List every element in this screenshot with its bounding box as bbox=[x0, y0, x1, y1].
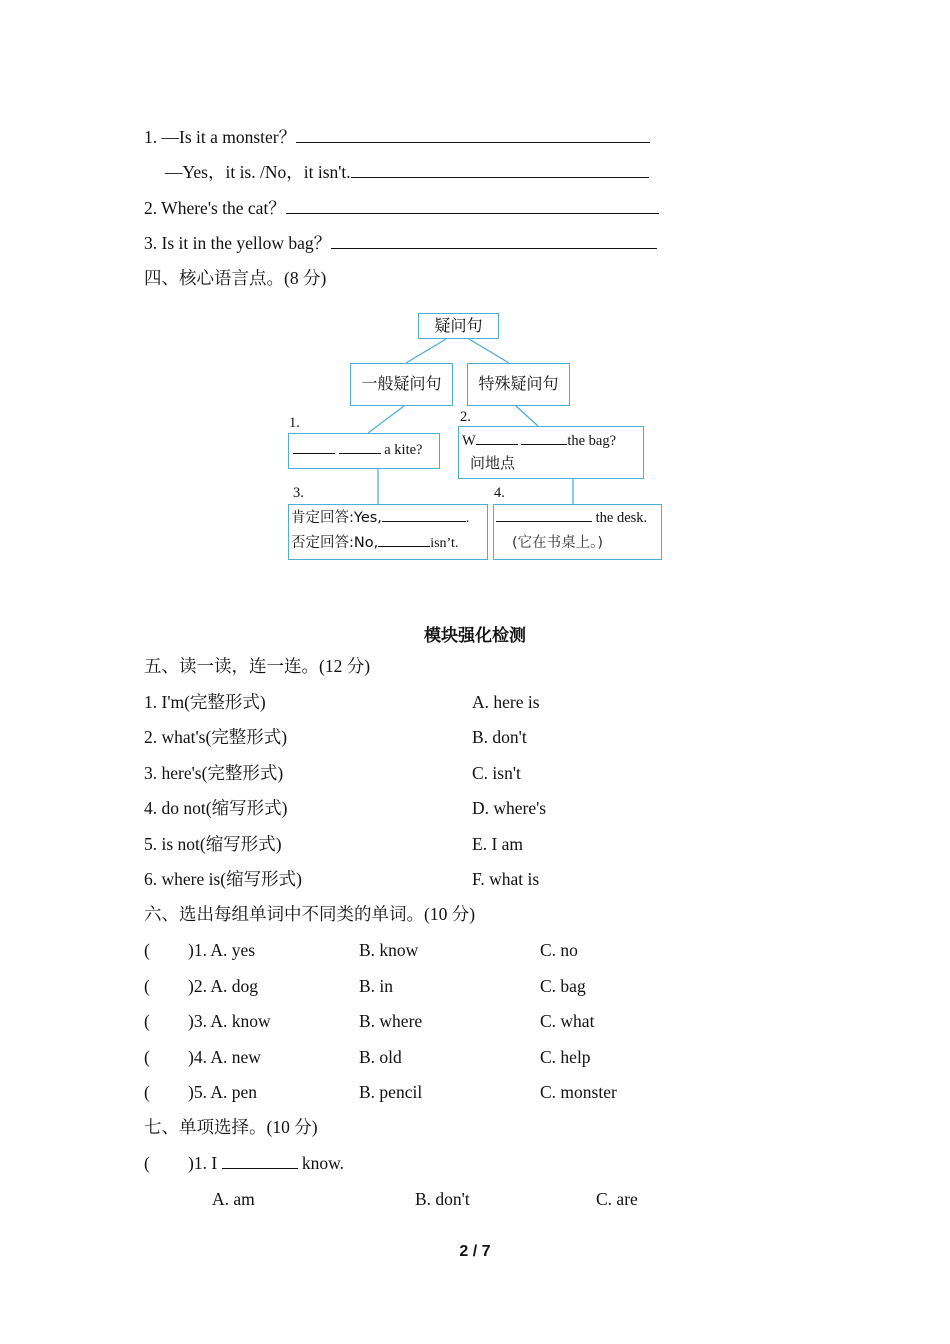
answer-blank[interactable] bbox=[296, 126, 650, 143]
root-box: 疑问句 bbox=[418, 313, 499, 339]
module-title: 模块强化检测 bbox=[424, 626, 526, 646]
special-question-box: 特殊疑问句 bbox=[467, 363, 570, 406]
section-7-heading: 七、单项选择。(10 分) bbox=[144, 1117, 318, 1137]
answer-blank[interactable] bbox=[222, 1152, 298, 1169]
question-diagram bbox=[286, 310, 666, 570]
page-number: 2 / 7 bbox=[459, 1243, 491, 1260]
match-right-b: B. don't bbox=[472, 727, 527, 747]
node-4-box: the desk. (它在书桌上。) bbox=[493, 504, 662, 560]
node-2-number: 2. bbox=[460, 409, 471, 425]
question-2: 2. Where's the cat？ bbox=[144, 196, 659, 220]
question-1: 1. —Is it a monster？ bbox=[144, 125, 650, 149]
match-left-2: 2. what's(完整形式) bbox=[144, 727, 288, 747]
answer-paren[interactable]: ( bbox=[144, 1047, 150, 1067]
node-1-number: 1. bbox=[289, 415, 300, 431]
answer-paren[interactable]: ( bbox=[144, 1011, 150, 1031]
match-right-a: A. here is bbox=[472, 692, 540, 712]
match-left-3: 3. here's(完整形式) bbox=[144, 763, 284, 783]
blank[interactable] bbox=[476, 432, 518, 445]
answer-paren[interactable]: ( bbox=[144, 1082, 150, 1102]
blank[interactable] bbox=[544, 509, 592, 522]
question-1-answer: —Yes，it is. /No，it isn't. bbox=[165, 160, 649, 184]
match-right-e: E. I am bbox=[472, 834, 524, 854]
answer-blank[interactable] bbox=[351, 161, 649, 178]
question-7-1: )1. I know. bbox=[188, 1153, 345, 1173]
option-a: A. am bbox=[212, 1189, 255, 1209]
answer-blank[interactable] bbox=[331, 232, 657, 249]
match-right-c: C. isn't bbox=[472, 763, 521, 783]
blank[interactable] bbox=[496, 509, 544, 522]
blank[interactable] bbox=[293, 441, 335, 454]
node-2-box: W the bag? 问地点 bbox=[458, 426, 644, 479]
match-left-1: 1. I'm(完整形式) bbox=[144, 692, 266, 712]
answer-paren[interactable]: ( bbox=[144, 940, 150, 960]
node-1-box: a kite? bbox=[288, 433, 440, 469]
blank[interactable] bbox=[521, 432, 567, 445]
blank[interactable] bbox=[422, 509, 466, 522]
general-question-box: 一般疑问句 bbox=[350, 363, 453, 406]
option-c: C. are bbox=[596, 1189, 638, 1209]
match-right-f: F. what is bbox=[472, 869, 540, 889]
node-4-number: 4. bbox=[494, 485, 505, 501]
answer-paren[interactable]: ( bbox=[144, 1153, 150, 1173]
blank[interactable] bbox=[339, 441, 381, 454]
answer-blank[interactable] bbox=[286, 197, 659, 214]
section-6-heading: 六、选出每组单词中不同类的单词。(10 分) bbox=[144, 904, 476, 924]
option-b: B. don't bbox=[415, 1189, 470, 1209]
match-left-5: 5. is not(缩写形式) bbox=[144, 834, 282, 854]
answer-paren[interactable]: ( bbox=[144, 976, 150, 996]
blank[interactable] bbox=[382, 509, 422, 522]
section-4-heading: 四、核心语言点。(8 分) bbox=[144, 268, 327, 288]
section-5-heading: 五、读一读，连一连。(12 分) bbox=[144, 656, 371, 676]
node-3-number: 3. bbox=[293, 485, 304, 501]
blank[interactable] bbox=[378, 534, 430, 547]
match-right-d: D. where's bbox=[472, 798, 547, 818]
match-left-6: 6. where is(缩写形式) bbox=[144, 869, 302, 889]
question-3: 3. Is it in the yellow bag？ bbox=[144, 231, 657, 255]
match-left-4: 4. do not(缩写形式) bbox=[144, 798, 288, 818]
node-3-box: 肯定回答:Yes, . 否定回答:No, isn’t. bbox=[288, 504, 488, 560]
